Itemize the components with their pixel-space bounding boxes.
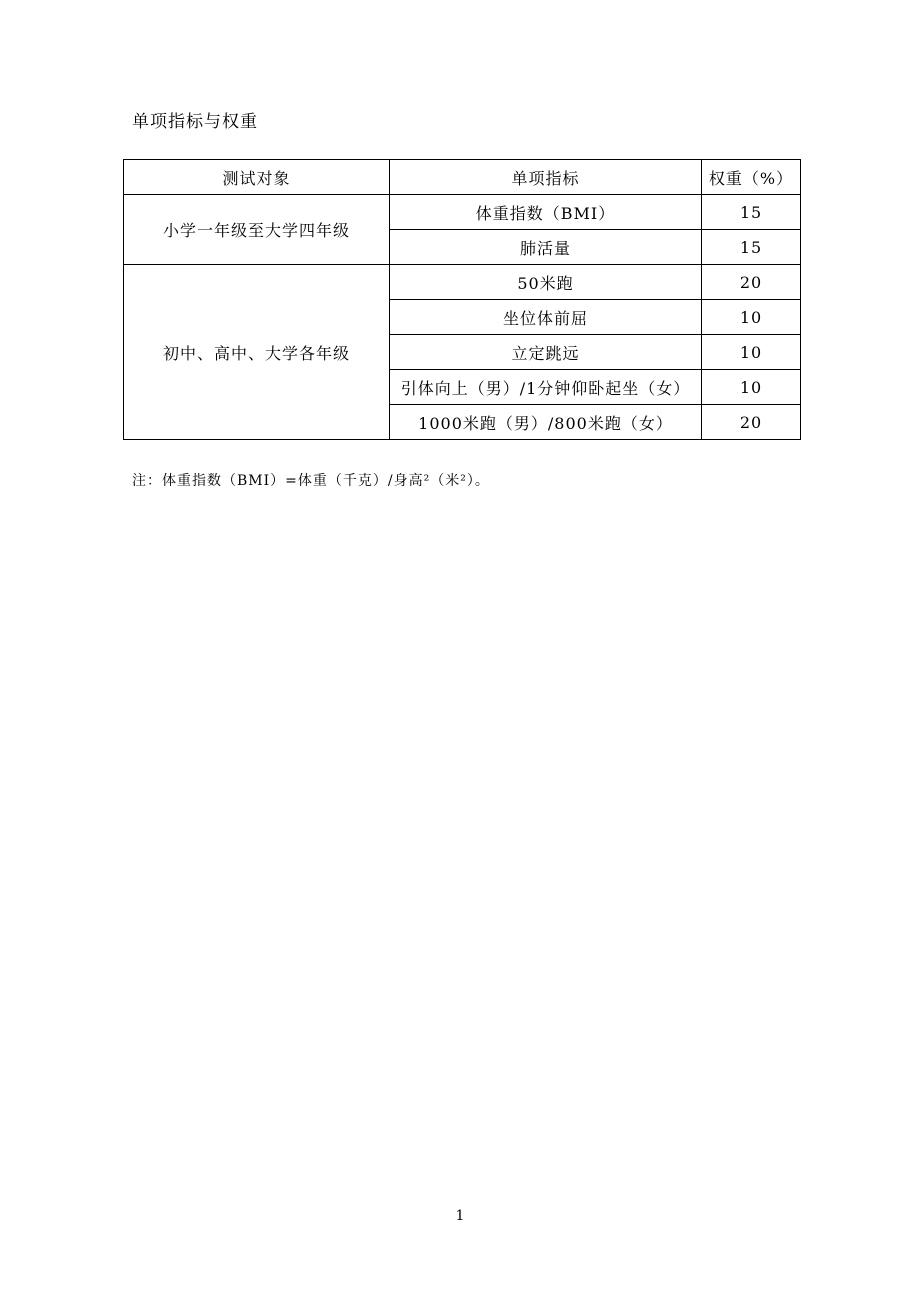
indicator-cell: 1000米跑（男）/800米跑（女）: [390, 405, 702, 440]
weight-cell: 10: [702, 300, 801, 335]
weight-cell: 15: [702, 195, 801, 230]
weights-table: [123, 159, 801, 440]
indicator-cell: 立定跳远: [390, 335, 702, 370]
weight-cell: 20: [702, 405, 801, 440]
weight-cell: 20: [702, 265, 801, 300]
page-number: 1: [455, 1208, 465, 1224]
indicator-cell: 坐位体前屈: [390, 300, 702, 335]
table-row: [124, 265, 801, 300]
header-weight: 权重（%）: [702, 160, 801, 195]
weight-cell: 10: [702, 370, 801, 405]
indicator-cell: 体重指数（BMI）: [390, 195, 702, 230]
header-indicator: 单项指标: [390, 160, 702, 195]
target-cell: 初中、高中、大学各年级: [124, 265, 390, 440]
table-row: [124, 195, 801, 230]
indicator-cell: 引体向上（男）/1分钟仰卧起坐（女）: [390, 370, 702, 405]
target-cell: 小学一年级至大学四年级: [124, 195, 390, 265]
indicator-cell: 50米跑: [390, 265, 702, 300]
table-header-row: [124, 160, 801, 195]
table-note: 注：体重指数（BMI）=体重（千克）/身高²（米²）。: [132, 473, 490, 489]
indicator-cell: 肺活量: [390, 230, 702, 265]
weight-cell: 15: [702, 230, 801, 265]
section-title: 单项指标与权重: [132, 112, 258, 132]
header-target: 测试对象: [124, 160, 390, 195]
weight-cell: 10: [702, 335, 801, 370]
